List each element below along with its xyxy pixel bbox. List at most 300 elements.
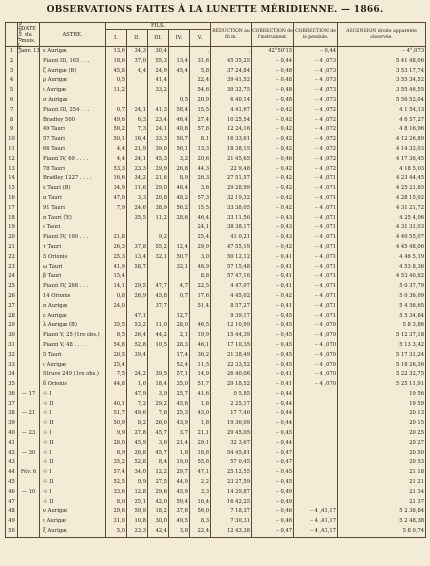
table-row [6, 86, 426, 96]
cell-fil-2: 12,8 [127, 488, 148, 498]
cell-fil-5: 51,7 [190, 380, 211, 390]
cell-fil-5: 22,5 [190, 282, 211, 292]
cell-fil-1: 45,8 [106, 67, 127, 77]
cell-fil-4: 25,3 [169, 409, 190, 419]
cell-star: Piazzi V, 25 (1re obs.) [40, 331, 106, 341]
cell-ascension: 20 50 [338, 449, 426, 459]
cell-ascension: 3 53 17,74 [338, 67, 426, 77]
cell-fil-5: 57,3 [190, 194, 211, 204]
cell-corr-pendule: – 4 ,070 [294, 331, 338, 341]
table-row [6, 439, 426, 449]
cell-fil-2 [127, 86, 148, 96]
cell-ascension: 4 25 4,06 [338, 214, 426, 224]
cell-ascension: 5 0 37,79 [338, 282, 426, 292]
cell-fil-3: 32,1 [148, 253, 169, 263]
cell-reduction: 57 47,16 [211, 272, 252, 282]
cell-fil-4: 17,4 [169, 351, 190, 361]
cell-fil-5: 41,6 [190, 390, 211, 400]
cell-fil-2 [127, 233, 148, 243]
cell-reduction: 16 33,61 [211, 135, 252, 145]
cell-fil-1 [106, 96, 127, 106]
cell-num: 9 [6, 125, 18, 135]
cell-ascension: 21 37 [338, 498, 426, 508]
cell-num: 36 [6, 390, 18, 400]
cell-corr-pendule [294, 478, 338, 488]
cell-fil-2: 52,8 [127, 341, 148, 351]
cell-corr-pendule: – 4 ,073 [294, 57, 338, 67]
cell-fil-4 [169, 223, 190, 233]
cell-ascension: 5 5 34,84 [338, 312, 426, 322]
cell-fil-3: 41,4 [148, 76, 169, 86]
cell-fil-1: 53,3 [106, 165, 127, 175]
cell-ascension: 5 56 52,04 [338, 96, 426, 106]
cell-corr-pendule: – 4 ,072 [294, 165, 338, 175]
cell-corr-pendule: – 4 ,071 [294, 253, 338, 263]
cell-corr-instrument: – 0,48 [252, 67, 294, 77]
cell-star: ☉ I [40, 449, 106, 459]
cell-fil-1: 47,0 [106, 194, 127, 204]
table-row [6, 76, 426, 86]
cell-corr-pendule: – 4 ,071 [294, 312, 338, 322]
cell-fil-1: 25,4 [106, 361, 127, 371]
header-fil-5: V. [190, 30, 211, 47]
cell-ascension: 19 59 [338, 400, 426, 410]
cell-date: Janv. 13 [18, 47, 40, 57]
cell-star: β Tauri [40, 272, 106, 282]
cell-star: ε Aurigæ [40, 47, 106, 57]
cell-star: ι Aurigæ [40, 517, 106, 527]
cell-corr-pendule: – 4 ,071 [294, 272, 338, 282]
cell-fil-2: 10,8 [127, 517, 148, 527]
cell-ascension: 5 2 48,38 [338, 517, 426, 527]
cell-fil-5: 3,0 [190, 253, 211, 263]
cell-corr-instrument: – 0,42 [252, 194, 294, 204]
cell-star: ξ Aurigæ [40, 527, 106, 537]
cell-corr-pendule: – 4 ,071 [294, 174, 338, 184]
cell-fil-2 [127, 302, 148, 312]
cell-fil-1: 24,0 [106, 302, 127, 312]
cell-fil-2: 13,4 [127, 253, 148, 263]
cell-fil-2: 24,1 [127, 155, 148, 165]
cell-star: Bradley 1227 . . . . [40, 174, 106, 184]
table-row [6, 57, 426, 67]
cell-ascension: 4 28 15,02 [338, 194, 426, 204]
cell-reduction: . [211, 47, 252, 57]
cell-fil-3: 18,2 [148, 507, 169, 517]
cell-star: ☉ II [40, 419, 106, 429]
cell-ascension: 21 34 [338, 488, 426, 498]
cell-ascension: 5 0 36,09 [338, 292, 426, 302]
cell-fil-3: 10,5 [148, 341, 169, 351]
cell-reduction: 54 45,81 [211, 449, 252, 459]
cell-date [18, 86, 40, 96]
cell-fil-3: 37,7 [148, 302, 169, 312]
header-corr-pendule: CORRECTION de la pendule. [294, 23, 338, 47]
cell-fil-4: 48,2 [169, 194, 190, 204]
cell-fil-1: 51,7 [106, 409, 127, 419]
header-fil-4: IV. [169, 30, 190, 47]
cell-star: λ Aurigæ (B) [40, 321, 106, 331]
cell-fil-3 [148, 361, 169, 371]
cell-fil-5: 14,9 [190, 370, 211, 380]
cell-reduction: 25 12,55 [211, 468, 252, 478]
cell-fil-1: 33,6 [106, 488, 127, 498]
cell-fil-3: 55,2 [148, 243, 169, 253]
cell-fil-3: 38,9 [148, 204, 169, 214]
cell-num: 21 [6, 243, 18, 253]
cell-fil-2: 4,4 [127, 67, 148, 77]
cell-fil-5: 5,8 [190, 67, 211, 77]
table-row [6, 468, 426, 478]
cell-fil-5 [190, 312, 211, 322]
cell-star: α Tauri [40, 194, 106, 204]
cell-num: 31 [6, 341, 18, 351]
cell-fil-2: 26,4 [127, 331, 148, 341]
cell-ascension: 4 6 57,27 [338, 116, 426, 126]
cell-fil-4: 19,0 [169, 458, 190, 468]
cell-fil-3 [148, 312, 169, 322]
cell-reduction: 37 24,84 [211, 67, 252, 77]
cell-corr-pendule: – 4 ,070 [294, 370, 338, 380]
cell-num: 24 [6, 272, 18, 282]
cell-fil-1: 31,0 [106, 517, 127, 527]
cell-fil-2: 1,6 [127, 380, 148, 390]
cell-fil-3: 8,4 [148, 458, 169, 468]
table-row [6, 312, 426, 322]
cell-corr-instrument: – 0,46 [252, 517, 294, 527]
cell-star: ☉ I [40, 468, 106, 478]
cell-num: 29 [6, 321, 18, 331]
cell-fil-3: 45,7 [148, 449, 169, 459]
cell-corr-instrument: – 0,42 [252, 243, 294, 253]
cell-corr-instrument: – 0,45 [252, 331, 294, 341]
cell-fil-1: 8,0 [106, 498, 127, 508]
cell-date: — 17 [18, 390, 40, 400]
cell-fil-5: 29,1 [190, 439, 211, 449]
cell-star: ☉ I [40, 429, 106, 439]
cell-corr-instrument: – 0,45 [252, 478, 294, 488]
cell-reduction: 6 40,14 [211, 96, 252, 106]
cell-corr-instrument: – 0,41 [252, 272, 294, 282]
cell-corr-instrument: – 0,46 [252, 507, 294, 517]
cell-star: 57 Tauri [40, 135, 106, 145]
cell-ascension: 4 14 32,03 [338, 145, 426, 155]
cell-date [18, 204, 40, 214]
cell-corr-pendule: – 0,44 [294, 47, 338, 57]
cell-corr-pendule: – 4 ,071 [294, 223, 338, 233]
cell-date [18, 321, 40, 331]
cell-star: ι Aurigæ [40, 86, 106, 96]
cell-fil-3: 30,4 [148, 47, 169, 57]
table-row [6, 400, 426, 410]
cell-fil-5: 31,6 [190, 57, 211, 67]
cell-fil-3: 3,9 [148, 390, 169, 400]
cell-fil-3: 7,6 [148, 409, 169, 419]
cell-ascension: 4 31 31,03 [338, 223, 426, 233]
table-row [6, 155, 426, 165]
cell-fil-3: 24,1 [148, 125, 169, 135]
cell-corr-pendule: – 4 ,071 [294, 243, 338, 253]
cell-fil-4 [169, 47, 190, 57]
cell-fil-4: 28,0 [169, 321, 190, 331]
cell-date [18, 263, 40, 273]
cell-corr-pendule: – 4 ,071 [294, 194, 338, 204]
cell-date [18, 116, 40, 126]
cell-num: 33 [6, 361, 18, 371]
table-row [6, 361, 426, 371]
cell-fil-4: 59,4 [169, 498, 190, 508]
cell-fil-1: 57,4 [106, 468, 127, 478]
cell-fil-1: 14,1 [106, 282, 127, 292]
table-row [6, 253, 426, 263]
cell-fil-5: 22,4 [190, 76, 211, 86]
cell-num: 28 [6, 312, 18, 322]
cell-fil-5: 44,3 [190, 165, 211, 175]
cell-fil-5: 8,8 [190, 272, 211, 282]
cell-fil-3: 30,0 [148, 517, 169, 527]
table-row [6, 507, 426, 517]
cell-reduction: 29 28,99 [211, 184, 252, 194]
cell-num: 11 [6, 145, 18, 155]
cell-fil-5: 20,6 [190, 155, 211, 165]
cell-corr-instrument: – 0,42 [252, 292, 294, 302]
cell-fil-3: 55,3 [148, 57, 169, 67]
cell-corr-pendule: – 4 ,073 [294, 86, 338, 96]
cell-corr-pendule: – 4 ,071 [294, 282, 338, 292]
cell-fil-4: 4,7 [169, 282, 190, 292]
cell-corr-instrument: – 0,48 [252, 86, 294, 96]
cell-fil-5: 26,3 [190, 174, 211, 184]
cell-ascension: 5 4 56,65 [338, 302, 426, 312]
cell-date [18, 125, 40, 135]
cell-star: 66 Tauri [40, 145, 106, 155]
cell-fil-3 [148, 263, 169, 273]
table-row [6, 409, 426, 419]
cell-ascension: 4 53 8,36 [338, 263, 426, 273]
cell-fil-1: 13,6 [106, 47, 127, 57]
cell-fil-3: 3,6 [148, 439, 169, 449]
table-body [6, 47, 426, 538]
cell-fil-1: 25,3 [106, 253, 127, 263]
cell-fil-5: 56,0 [190, 507, 211, 517]
cell-corr-pendule: – 4 ,070 [294, 351, 338, 361]
cell-fil-5: 48,9 [190, 263, 211, 273]
cell-date [18, 165, 40, 175]
cell-fil-4: 49,5 [169, 517, 190, 527]
cell-fil-2: 23,3 [127, 165, 148, 175]
cell-corr-pendule [294, 409, 338, 419]
cell-star: π Aurigæ [40, 302, 106, 312]
cell-fil-5: 3,6 [190, 184, 211, 194]
cell-ascension: 21 18 [338, 468, 426, 478]
cell-num: 23 [6, 263, 18, 273]
cell-date [18, 292, 40, 302]
cell-corr-pendule: – 4 ,073 [294, 96, 338, 106]
cell-fil-1: 54,8 [106, 341, 127, 351]
cell-reduction: 19 36,09 [211, 419, 252, 429]
cell-fil-4: 32,1 [169, 263, 190, 273]
cell-ascension: 4 18 5,03 [338, 165, 426, 175]
cell-num: 16 [6, 194, 18, 204]
cell-fil-1 [106, 390, 127, 400]
cell-star: ☉ I [40, 488, 106, 498]
cell-date: — 23 [18, 429, 40, 439]
cell-fil-2: 16,4 [127, 135, 148, 145]
cell-star: ι Aurigæ [40, 361, 106, 371]
cell-date [18, 174, 40, 184]
cell-star: ☉ II [40, 400, 106, 410]
table-row [6, 135, 426, 145]
cell-corr-pendule: – 4 ,072 [294, 106, 338, 116]
cell-ascension: – 4°,073 [338, 47, 426, 57]
document-page [3, 3, 427, 560]
cell-num: 6 [6, 96, 18, 106]
cell-corr-instrument: – 0,44 [252, 419, 294, 429]
table-row [6, 380, 426, 390]
cell-fil-1: 21,8 [106, 233, 127, 243]
cell-reduction: 2 25,17 [211, 400, 252, 410]
table-row [6, 145, 426, 155]
cell-num: 37 [6, 400, 18, 410]
table-row [6, 498, 426, 508]
cell-reduction: 33 11,56 [211, 214, 252, 224]
cell-date [18, 400, 40, 410]
table-row [6, 390, 426, 400]
cell-corr-instrument: – 0,42 [252, 135, 294, 145]
cell-ascension: 4 1 54,13 [338, 106, 426, 116]
cell-reduction: 21 38,49 [211, 351, 252, 361]
cell-fil-3: 42,0 [148, 498, 169, 508]
cell-reduction: 29 18,52 [211, 380, 252, 390]
cell-fil-2: 47,1 [127, 312, 148, 322]
cell-fil-4: 26,8 [169, 165, 190, 175]
cell-reduction: 29 45,05 [211, 429, 252, 439]
cell-corr-instrument: – 0,42 [252, 165, 294, 175]
cell-corr-instrument: 42°50'15 [252, 47, 294, 57]
cell-fil-3: 20,8 [148, 194, 169, 204]
cell-num: 50 [6, 527, 18, 537]
cell-reduction: 21 45,65 [211, 155, 252, 165]
cell-date [18, 243, 40, 253]
cell-reduction: 18 38,15 [211, 145, 252, 155]
cell-fil-1: 29,6 [106, 507, 127, 517]
cell-fil-4: 40,8 [169, 125, 190, 135]
cell-reduction: 9 39,17 [211, 312, 252, 322]
cell-fil-3: 27,5 [148, 478, 169, 488]
cell-star: ε Tauri (B) [40, 184, 106, 194]
cell-star: Piazzi III, 254 . . . [40, 106, 106, 116]
cell-fil-4: 13,4 [169, 57, 190, 67]
table-row [6, 243, 426, 253]
cell-fil-5: 46,5 [190, 321, 211, 331]
cell-date [18, 223, 40, 233]
cell-date [18, 331, 40, 341]
cell-date [18, 498, 40, 508]
table-row [6, 321, 426, 331]
cell-fil-4: 3,8 [169, 527, 190, 537]
cell-ascension: 4 25 21,85 [338, 184, 426, 194]
cell-fil-1: 18,6 [106, 57, 127, 67]
cell-fil-3: 39,0 [148, 145, 169, 155]
cell-ascension: 4 40 55,07 [338, 233, 426, 243]
table-row [6, 47, 426, 57]
cell-fil-2: 37,8 [127, 243, 148, 253]
header-num: N° d'ordre. [6, 23, 18, 47]
cell-ascension: 3 55 34,52 [338, 76, 426, 86]
cell-corr-instrument: – 0,47 [252, 458, 294, 468]
cell-fil-3 [148, 351, 169, 361]
cell-fil-1: 50,1 [106, 135, 127, 145]
cell-date [18, 361, 40, 371]
cell-ascension: 20 25 [338, 429, 426, 439]
cell-ascension: 4 17 36,45 [338, 155, 426, 165]
cell-fil-2: 21,9 [127, 145, 148, 155]
cell-star: Piazzi IV, 190 . . . [40, 233, 106, 243]
cell-fil-2 [127, 272, 148, 282]
cell-star: ι Tauri [40, 223, 106, 233]
cell-reduction: 22 33,52 [211, 361, 252, 371]
cell-num: 39 [6, 419, 18, 429]
cell-corr-instrument: – 0,41 [252, 253, 294, 263]
cell-fil-4: 12,4 [169, 243, 190, 253]
cell-fil-4: 45,6 [169, 400, 190, 410]
cell-corr-pendule: – 4 ,072 [294, 155, 338, 165]
cell-fil-4: 2,1 [169, 331, 190, 341]
cell-num: 48 [6, 507, 18, 517]
cell-fil-2: 26,8 [127, 449, 148, 459]
cell-fil-5: 1,8 [190, 400, 211, 410]
cell-date [18, 194, 40, 204]
cell-num: 7 [6, 106, 18, 116]
cell-date [18, 527, 40, 537]
cell-num: 38 [6, 409, 18, 419]
cell-corr-pendule [294, 488, 338, 498]
cell-corr-instrument: – 0,42 [252, 174, 294, 184]
cell-ascension: 5 18 26,36 [338, 361, 426, 371]
header-fil-2: II. [127, 30, 148, 47]
cell-num: 47 [6, 498, 18, 508]
cell-star: ρ Aurigæ [40, 76, 106, 86]
cell-fil-2: 7,3 [127, 125, 148, 135]
cell-corr-pendule: – 4 ,072 [294, 125, 338, 135]
cell-reduction: 39 41,52 [211, 76, 252, 86]
cell-corr-pendule: – 4 ,070 [294, 321, 338, 331]
cell-corr-instrument: – 0,44 [252, 400, 294, 410]
cell-date [18, 380, 40, 390]
cell-date [18, 135, 40, 145]
cell-fil-1: 28,0 [106, 439, 127, 449]
table-row [6, 351, 426, 361]
table-row [6, 517, 426, 527]
cell-corr-pendule: – 4 ,073 [294, 76, 338, 86]
cell-fil-5: 57,8 [190, 125, 211, 135]
cell-corr-instrument: – 0,42 [252, 125, 294, 135]
cell-reduction: 50 12,12 [211, 253, 252, 263]
cell-fil-1: 8,5 [106, 331, 127, 341]
cell-fil-1: 35,5 [106, 321, 127, 331]
cell-date: Fév. 6 [18, 468, 40, 478]
cell-corr-pendule: – 4 ,41,17 [294, 507, 338, 517]
cell-corr-instrument: – 0,43 [252, 233, 294, 243]
cell-corr-pendule [294, 400, 338, 410]
cell-corr-instrument: – 0,45 [252, 429, 294, 439]
cell-fil-3 [148, 272, 169, 282]
cell-reduction: 38 38,17 [211, 223, 252, 233]
table-row [6, 370, 426, 380]
cell-reduction: 15 44,39 [211, 331, 252, 341]
cell-corr-pendule: – 4 ,073 [294, 67, 338, 77]
cell-fil-4 [169, 233, 190, 243]
